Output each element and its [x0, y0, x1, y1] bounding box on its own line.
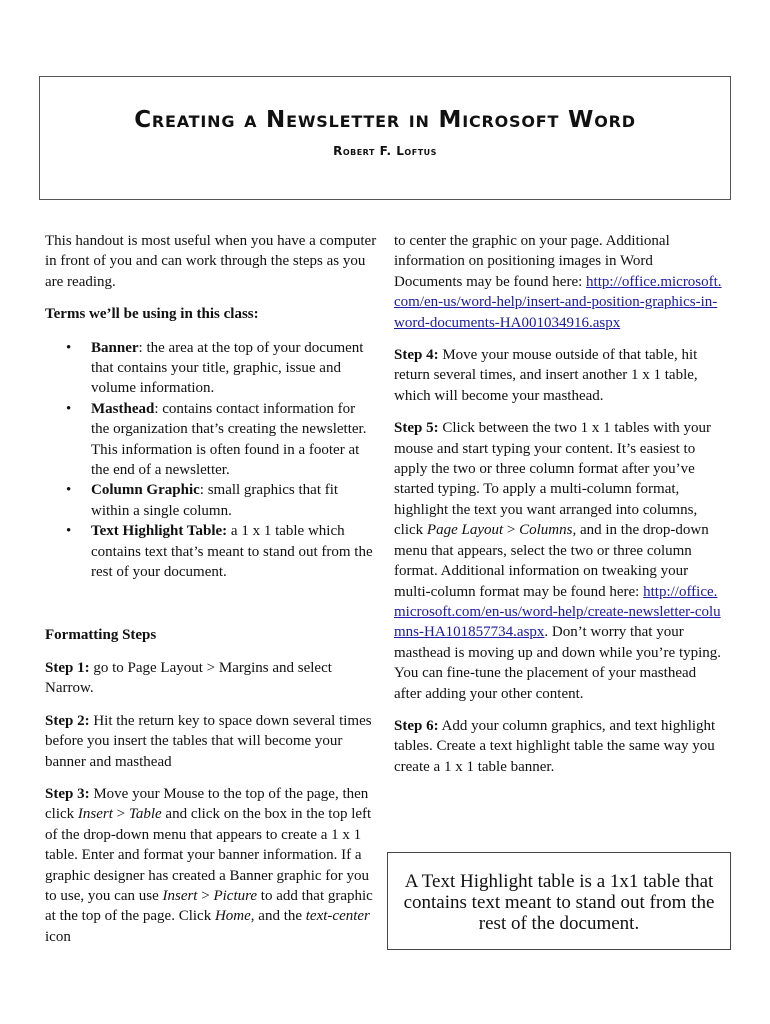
terms-list	[45, 338, 377, 583]
list-item: • Banner: the area at the top of your document that contains your title, graphic, issue and volume information.	[91, 338, 377, 399]
step-5: Step 5: Click between the two 1 x 1 tables with your mouse and start typing your content. It’s easiest to apply the two or three column format after you’ve started typing. To apply a multi-column format, highlight the text you want arranged into columns, click Page Layout > Columns, and in the drop-down menu that appears, select the two or three column format. Additional information on tweaking your multi-column format may be found here: http://office.microsoft.com/en-us/word-help/create-newsletter-columns-HA101857734.aspx. Don’t worry that your masthead is moving up and down while you’re typing. You can fine-tune the placement of your masthead after adding your other content.	[394, 420, 722, 702]
step-4: Step 4: Move your mouse outside of that table, hit return several times, and insert another 1 x 1 table, which will become your masthead.	[394, 347, 698, 404]
step-6: Step 6: Add your column graphics, and text highlight tables. Create a text highlight table the same way you create a 1 x 1 table banner.	[394, 717, 716, 775]
step-1: Step 1: go to Page Layout > Margins and select Narrow.	[45, 659, 332, 697]
formatting-heading: Formatting Steps	[45, 626, 157, 643]
terms-heading: Terms we’ll be using in this class:	[45, 306, 259, 323]
author-name: Robert F. Loftus	[333, 144, 437, 158]
banner-box	[39, 76, 731, 200]
step-2: Step 2: Hit the return key to space down several times before you insert the tables that will become your banner and masthead	[45, 712, 372, 770]
text-highlight-table	[387, 852, 731, 950]
list-item: • Text Highlight Table: a 1 x 1 table which contains text that’s meant to stand out from the rest of your document.	[91, 521, 377, 582]
highlight-text: A Text Highlight table is a 1x1 table that contains text meant to stand out from the rest of the document.	[403, 871, 715, 934]
link-insert-position-graphics[interactable]: http://office.microsoft.com/en-us/word-help/insert-and-position-graphics-in-word-documents-HA001034916.aspx	[394, 273, 722, 331]
step-3: Step 3: Move your Mouse to the top of the page, then click Insert > Table and click on the box in the top left of the drop-down menu that appears to create a 1 x 1 table. Enter and format your banner information. If a graphic designer has created a Banner graphic for you to use, you can use Insert > Picture to add that graphic at the top of the page. Click Home, and the text-center icon	[45, 785, 373, 945]
intro-paragraph: This handout is most useful when you have a computer in front of you and can work through the steps as you are reading.	[45, 233, 377, 290]
list-item: • Column Graphic: small graphics that fit within a single column.	[91, 480, 377, 521]
step-3-continued: to center the graphic on your page. Additional information on positioning images in Word Documents may be found here: http://office.microsoft.com/en-us/word-help/insert-and-position-graphics-in-word-documents-HA001034916.aspx	[394, 233, 722, 331]
page-title: Creating a Newsletter in Microsoft Word	[134, 107, 636, 133]
link-create-newsletter-columns[interactable]: http://office.microsoft.com/en-us/word-help/create-newsletter-columns-HA101857734.aspx	[394, 583, 721, 641]
left-column	[45, 231, 377, 959]
right-column	[394, 231, 724, 789]
list-item: • Masthead: contains contact information for the organization that’s creating the newsletter. This information is often found in a footer at the end of a newsletter.	[91, 399, 377, 481]
